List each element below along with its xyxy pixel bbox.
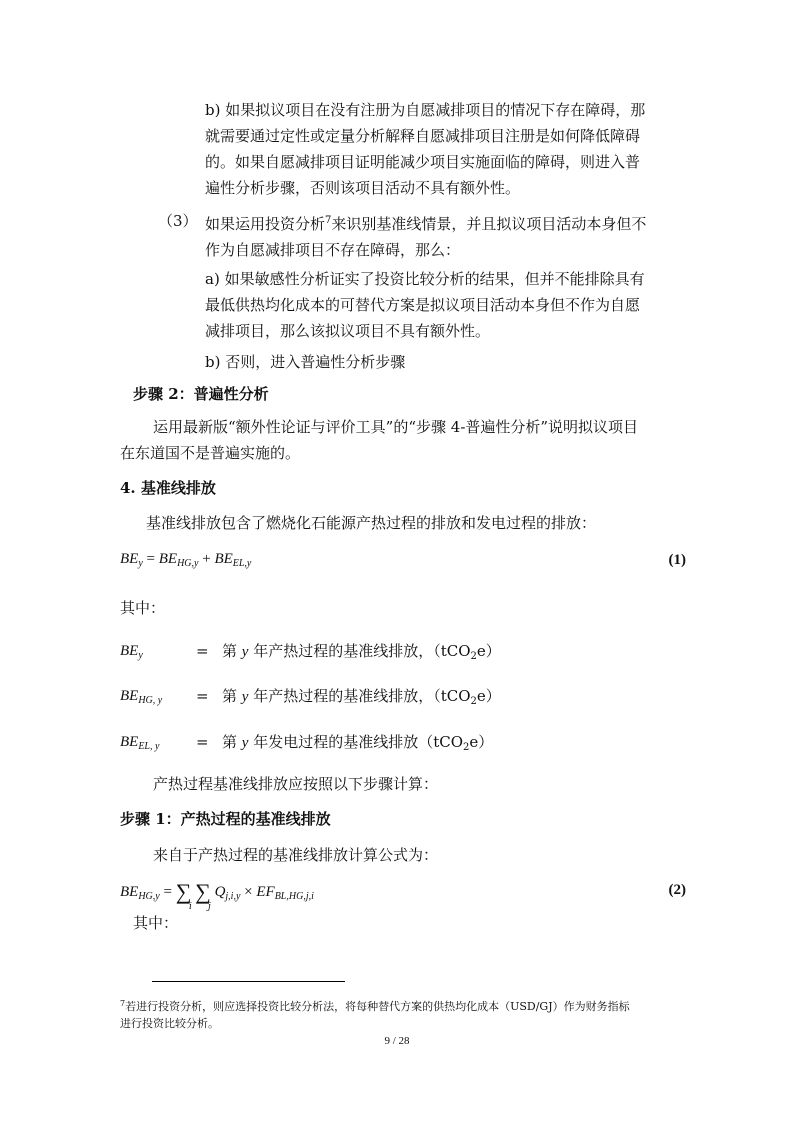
- step2-heading: 步骤 2：普遍性分析: [133, 385, 269, 403]
- sum-symbol-i: ∑: [175, 879, 192, 904]
- paragraph-b-barrier: [205, 97, 645, 201]
- definition-equals: =: [196, 733, 209, 751]
- text-line: 的。如果自愿减排项目证明能减少项目实施面临的障碍，则进入普: [205, 153, 641, 171]
- heat-process-intro: 产热过程基准线排放应按照以下步骤计算：: [153, 775, 439, 793]
- sum-index-i: i: [189, 902, 192, 912]
- text-line: $^7$若进行投资分析，则应选择投资比较分析法，将每种替代方案的供热均化成本（USD/GJ）作为财务指标: [120, 999, 630, 1013]
- text-line: a) 如果敏感性分析证实了投资比较分析的结果，但并不能排除具有: [205, 270, 645, 288]
- paragraph-b-otherwise: b) 否则，进入普遍性分析步骤: [205, 353, 406, 371]
- page-number: 9 / 28: [384, 1035, 410, 1047]
- footnote-ref[interactable]: 7: [325, 215, 332, 226]
- step2-body: [120, 414, 638, 466]
- definition-symbol: $BE_{HG, y}$: [120, 688, 163, 706]
- text-line: 遍性分析步骤，否则该项目活动不具有额外性。: [205, 179, 521, 197]
- sum-symbol-j: ∑: [195, 879, 211, 904]
- definition-equals: =: [196, 642, 209, 660]
- equation-1-number: (1): [668, 552, 686, 568]
- definition-symbol: $BE_y$: [120, 643, 143, 661]
- item-number-3: （3）: [158, 212, 198, 230]
- paragraph-a-sensitivity: [205, 266, 645, 344]
- definition-text: 第 y 年产热过程的基准线排放，（tCO$_2$e）: [222, 642, 501, 662]
- footnote-separator: [152, 981, 345, 982]
- step1-heading: 步骤 1：产热过程的基准线排放: [120, 810, 331, 828]
- text-line: 作为自愿减排项目不存在障碍，那么：: [205, 241, 461, 259]
- paragraph-investment-analysis: [205, 208, 646, 263]
- text-line: 运用最新版“额外性论证与评价工具”的“步骤 4-普遍性分析”说明拟议项目: [153, 418, 639, 436]
- text-line: b) 如果拟议项目在没有注册为自愿减排项目的情况下存在障碍，那: [205, 101, 646, 119]
- footnote-7: [120, 995, 630, 1032]
- text-line: 最低供热均化成本的可替代方案是拟议项目活动本身但不作为自愿: [205, 296, 641, 314]
- text-line: 就需要通过定性或定量分析解释自愿减排项目注册是如何降低障碍: [205, 127, 641, 145]
- text-line: 如果运用投资分析$^7$来识别基准线情景，并且拟议项目活动本身但不: [205, 215, 647, 233]
- where-label-1: 其中：: [120, 599, 166, 617]
- definition-text: 第 y 年产热过程的基准线排放，（tCO$_2$e）: [222, 687, 501, 707]
- equation-1: $BE_y = BE_{HG,y} + BE_{EL,y}$: [120, 551, 252, 569]
- section4-body: 基准线排放包含了燃烧化石能源产热过程的排放和发电过程的排放：: [146, 514, 597, 532]
- where-label-2: 其中：: [133, 914, 179, 932]
- equation-2-number: (2): [668, 882, 686, 898]
- definition-text: 第 y 年发电过程的基准线排放（tCO$_2$e）: [222, 733, 494, 753]
- text-line: 在东道国不是普遍实施的。: [120, 444, 301, 462]
- text-line: 进行投资比较分析。: [120, 1017, 219, 1030]
- sum-index-j: j: [208, 902, 211, 912]
- text-line: 减排项目，那么该拟议项目不具有额外性。: [205, 322, 491, 340]
- equation-2: $BE_{HG,y}$ = ∑ ∑ $Q_{j,i,y} \times EF_{BL,HG,j,i}$: [120, 879, 314, 904]
- definition-equals: =: [196, 687, 209, 705]
- section4-heading: 4. 基准线排放: [120, 479, 216, 497]
- step1-body: 来自于产热过程的基准线排放计算公式为：: [153, 846, 439, 864]
- definition-symbol: $BE_{EL, y}$: [120, 734, 160, 752]
